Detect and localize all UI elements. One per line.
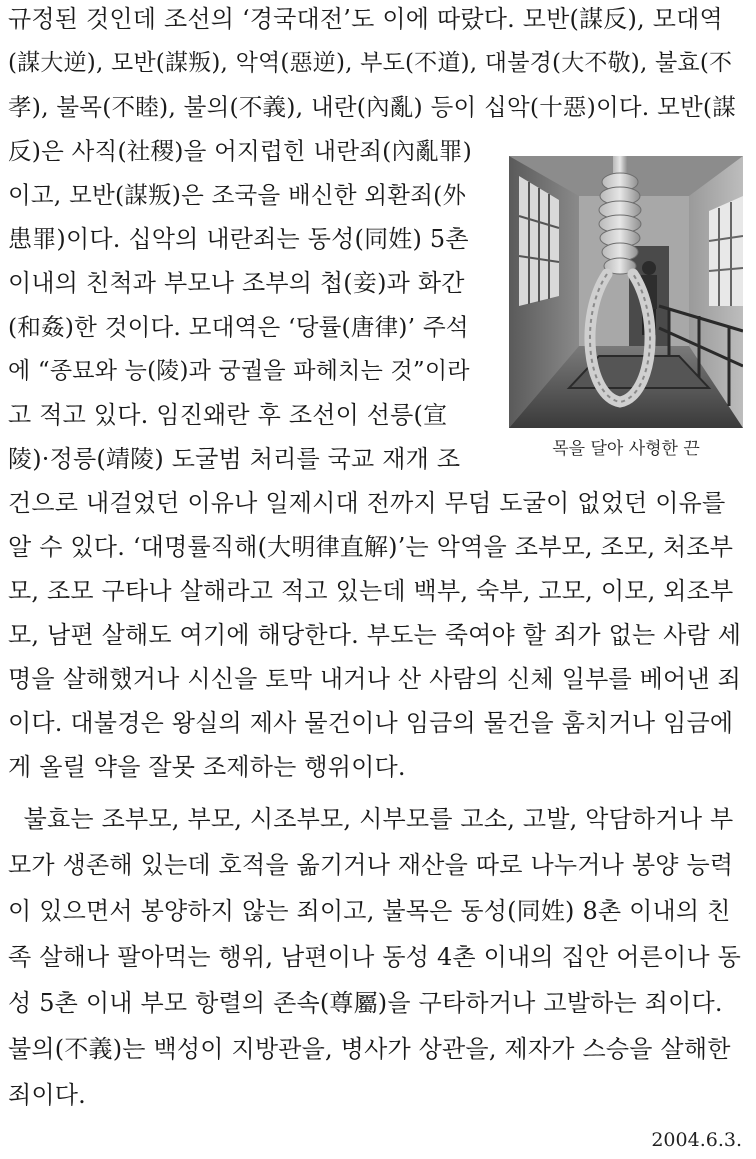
article-line: 성 5촌 이내 부모 항렬의 존속(尊屬)을 구타하거나 고발하는 죄이다. (8, 989, 723, 1017)
publication-date: 2004.6.3. (651, 1129, 742, 1151)
article-line: 孝), 불목(不睦), 불의(不義), 내란(內亂) 등이 십악(十惡)이다. 모반(謀 (8, 93, 736, 121)
article-line: 모가 생존해 있는데 호적을 옮기거나 재산을 따로 나누거나 봉양 능력 (8, 851, 734, 879)
article-line: 건으로 내걸었던 이유나 일제시대 전까지 무덤 도굴이 없었던 이유를 (8, 489, 726, 517)
article-line: 죄이다. (8, 1081, 86, 1109)
article-line: (和姦)한 것이다. 모대역은 ‘당률(唐律)’ 주석 (8, 313, 469, 341)
article-line: 에 “종묘와 능(陵)과 궁궐을 파헤치는 것”이라 (8, 358, 470, 384)
article-line: 이 있으면서 봉양하지 않는 죄이고, 불목은 동성(同姓) 8촌 이내의 친 (8, 897, 731, 925)
article-line: 족 살해나 팔아먹는 행위, 남편이나 동성 4촌 이내의 집안 어른이나 동 (8, 943, 741, 971)
article-line: 규정된 것인데 조선의 ‘경국대전’도 이에 따랐다. 모반(謀反), 모대역 (8, 5, 723, 33)
article-line: 患罪)이다. 십악의 내란죄는 동성(同姓) 5촌 (8, 225, 469, 253)
article-line: 反)은 사직(社稷)을 어지럽힌 내란죄(內亂罪) (8, 137, 472, 165)
article-line: 명을 살해했거나 시신을 토막 내거나 산 사람의 신체 일부를 베어낸 죄 (8, 665, 742, 693)
article-line: 이다. 대불경은 왕실의 제사 물건이나 임금의 물건을 훔치거나 임금에 (8, 709, 734, 737)
article-line: 陵)·정릉(靖陵) 도굴범 처리를 국교 재개 조 (8, 445, 461, 473)
article-line: 이고, 모반(謀叛)은 조국을 배신한 외환죄(外 (8, 181, 467, 209)
article-line: 모, 남편 살해도 여기에 해당한다. 부도는 죽여야 할 죄가 없는 사람 세 (8, 621, 742, 649)
noose-photo-illustration (509, 156, 743, 428)
photo-caption: 목을 달아 사형한 끈 (552, 439, 700, 459)
article-line: 고 적고 있다. 임진왜란 후 조선이 선릉(宣 (8, 401, 448, 429)
article-line: 불효는 조부모, 부모, 시조부모, 시부모를 고소, 고발, 악담하거나 부 (8, 805, 734, 833)
article-line: (謀大逆), 모반(謀叛), 악역(惡逆), 부도(不道), 대불경(大不敬), 불효(不 (8, 50, 733, 76)
article-line: 게 올릴 약을 잘못 조제하는 행위이다. (8, 753, 406, 781)
article-line: 이내의 친척과 부모나 조부의 첩(妾)과 화간 (8, 269, 465, 297)
article-line: 불의(不義)는 백성이 지방관을, 병사가 상관을, 제자가 스승을 살해한 (8, 1035, 731, 1063)
article-line: 알 수 있다. ‘대명률직해(大明律直解)’는 악역을 조부모, 조모, 처조부 (8, 533, 734, 561)
article-line: 모, 조모 구타나 살해라고 적고 있는데 백부, 숙부, 고모, 이모, 외조부 (8, 577, 734, 605)
noose-photo (509, 156, 743, 428)
